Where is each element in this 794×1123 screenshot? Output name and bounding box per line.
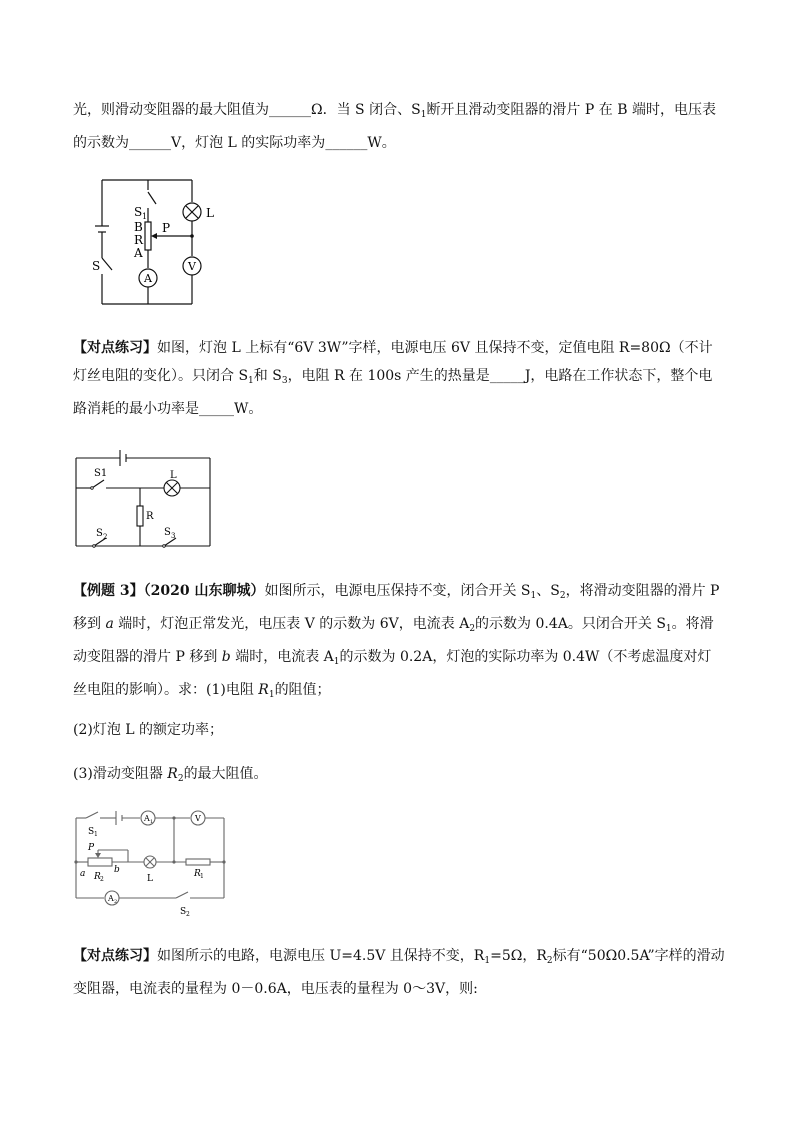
subscript: 1 [248,376,254,386]
ammeter-icon: A [144,272,152,285]
subscript: 1 [484,956,491,966]
text: 如图所示的电路，电源电压 U=4.5V 且保持不变，R [157,948,485,964]
label-r1-sub: 1 [200,873,204,880]
label-s2: S [96,528,103,539]
ammeter-a1-sub: 1 [150,819,154,825]
circuit-diagram-3 [72,806,232,922]
circuit-1-svg [90,174,220,310]
subscript: 1 [665,624,672,634]
label-s2-sub: 2 [103,533,108,541]
text: 如图所示，电源电压保持不变，闭合开关 S [264,583,531,599]
text: =5Ω，R [490,948,547,964]
subscript: 2 [177,774,184,784]
label-p: P [162,221,171,235]
paragraph-4 [73,942,725,1003]
circuit-3-svg [72,806,232,922]
question-3 [73,760,725,793]
subscript: 1 [530,591,537,601]
section-tag: 【例题 3】 [73,583,144,599]
label-s1: S1 [94,468,108,479]
label-s2-sub: 2 [186,911,190,918]
answer-blank: _____ [199,401,234,417]
label-s1: S [134,205,143,219]
label-r2-sub: 2 [100,876,104,883]
label-s1: S [88,827,95,837]
text: 端时，灯泡正常发光，电压表 V 的示数为 6V，电流表 A [113,616,470,632]
text: ，电阻 R 在 100s 产生的热量是 [287,368,490,384]
text: ，将滑动变阻器的滑片 P 移到 [73,583,720,632]
ammeter-a1-icon: A [144,814,150,823]
circuit-diagram-2 [72,444,214,550]
text: 的最大阻值。 [183,766,268,782]
subscript: 2 [559,591,566,601]
question-2: (2)灯泡 L 的额定功率； [73,722,224,738]
text: (3)滑动变阻器 [73,766,168,782]
paragraph-2 [73,334,725,423]
text: 断开且滑动变阻器的滑片 P 在 B 端时，电压表的示数为 [73,102,716,151]
text: Ω．当 S 闭合、S [311,102,421,118]
text: 。将滑动变阻器的滑片 P 移到 [73,616,714,665]
ammeter-a2-icon: A [108,894,114,903]
text: J，电路在工作状态下，整个电路消耗的最小功率是 [73,368,713,417]
label-s2: S [180,907,187,917]
label-s: S [92,259,101,273]
italic-var: R [167,766,178,782]
subscript: 1 [268,690,275,700]
paragraph-1 [73,96,725,157]
label-p: P [88,843,95,853]
answer-blank: ______ [325,135,368,151]
label-s1-sub: 1 [94,831,98,838]
text: 如图，灯泡 L 上标有“6V 3W”字样，电源电压 6V 且保持不变，定值电阻 R=80Ω（不计灯丝电阻的变化）。只闭合 S [73,340,713,384]
subscript: 2 [546,956,553,966]
answer-blank: ______ [269,102,311,118]
text: 标有“50Ω0.5A”字样的滑动变阻器，电流表的量程为 0－0.6A，电压表的量程为 0～3V，则: [73,948,725,997]
text: W。 [367,135,396,151]
answer-blank: _____ [489,368,525,384]
answer-blank: ______ [129,135,171,151]
italic-var: R [258,682,269,698]
text: 光，则滑动变阻器的最大阻值为 [73,102,269,118]
text: V，灯泡 L 的实际功率为 [171,135,326,151]
label-r2: R [94,872,101,882]
text: W。 [234,401,263,417]
section-tag: 【对点练习】 [73,340,157,356]
italic-var: a [105,616,114,632]
label-s3: S [164,527,171,538]
section-tag: 【对点练习】 [73,948,157,964]
text: 端时，电流表 A [230,649,334,665]
subscript: 1 [333,657,340,667]
text: 和 S [253,368,282,384]
subscript: 1 [420,110,427,120]
label-lamp: L [206,206,214,220]
source-tag: （2020 山东聊城） [143,583,265,599]
italic-var: b [221,649,231,665]
label-lamp: L [147,874,153,884]
subscript: 3 [281,376,288,386]
label-b-end: b [114,865,120,875]
label-a-end: A [134,246,143,260]
circuit-2-svg [72,444,214,550]
label-b: B [134,220,143,234]
text: 的示数为 0.4A。只闭合开关 S [475,616,666,632]
text: 的示数为 0.2A，灯泡的实际功率为 0.4W（不考虑温度对灯丝电阻的影响）。求：(1)电阻 [73,649,712,698]
circuit-diagram-1 [90,174,220,310]
label-s3-sub: 3 [171,532,176,540]
voltmeter-icon: V [188,260,196,273]
paragraph-3 [73,577,725,709]
label-r: R [146,511,154,522]
text: 、S [536,583,560,599]
ammeter-a2-sub: 2 [114,899,118,905]
subscript: 2 [469,624,476,634]
label-r: R [134,233,144,247]
voltmeter-icon: V [195,814,201,823]
label-a-end: a [80,869,86,879]
label-lamp: L [170,470,177,481]
label-r1: R [194,869,201,879]
text: 的阻值； [274,682,331,698]
label-s1-sub: 1 [142,212,148,221]
